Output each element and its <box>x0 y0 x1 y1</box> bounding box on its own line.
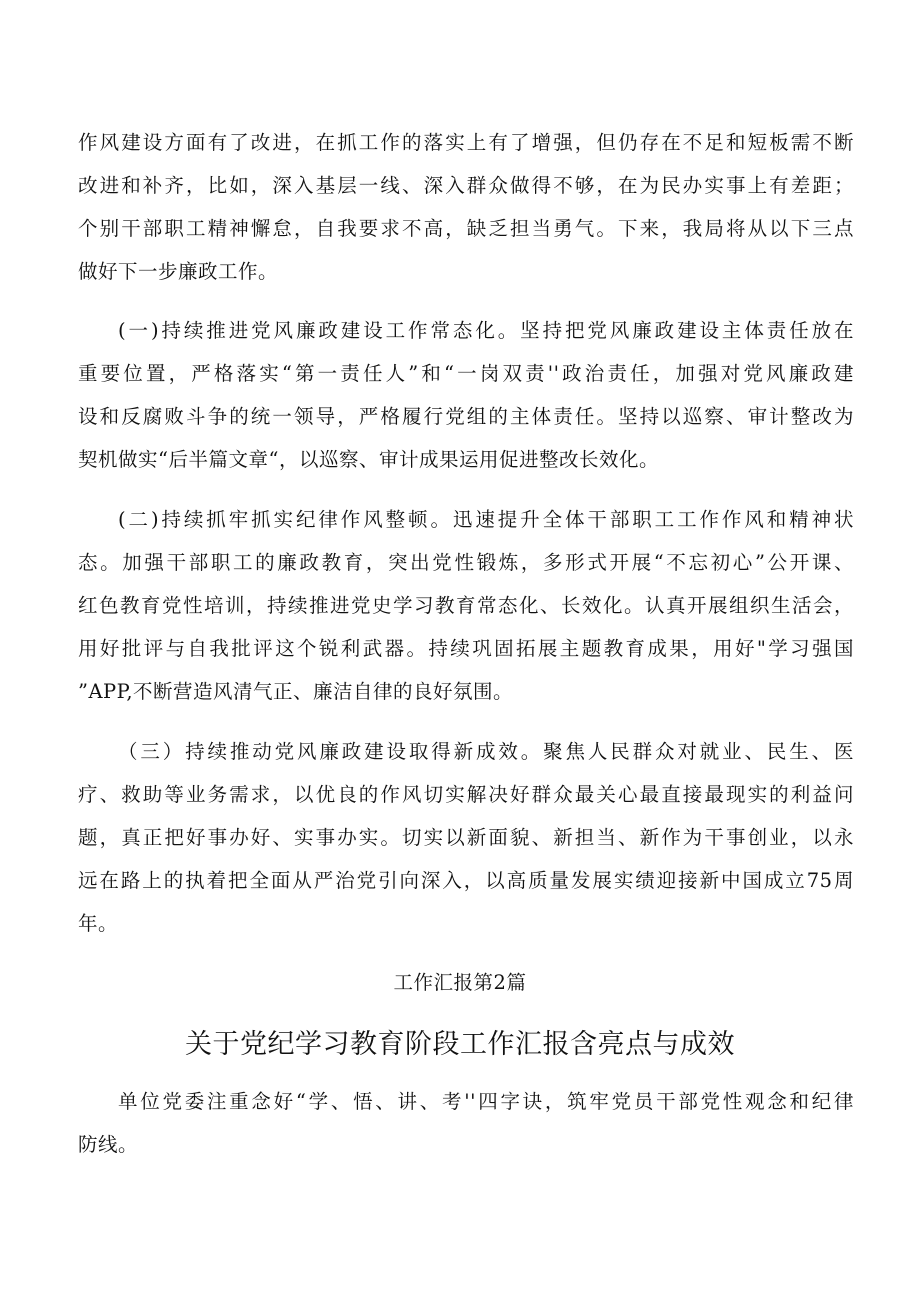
intro-line-3: 个别干部职工精神懈怠，自我要求不高，缺乏担当勇气。下来，我局将从以下三点 <box>78 217 854 240</box>
point-three-line-4: 远在路上的执着把全面从严治党引向深入，以高质量发展实绩迎接新中国成立75周 <box>78 869 854 892</box>
point-three-line-3: 题，真正把好事办好、实事办实。切实以新面貌、新担当、新作为干事创业，以永 <box>78 826 854 849</box>
intro-line-1: 作风建设方面有了改进，在抓工作的落实上有了增强，但仍存在不足和短板需不断 <box>78 131 854 154</box>
article-intro-line-1: 单位党委注重念好“学、悟、讲、考''四字诀，筑牢党员干部党性观念和纪律 <box>118 1090 854 1113</box>
point-two-line-4: 用好批评与自我批评这个锐利武器。持续巩固拓展主题教育成果，用好"学习强国 <box>78 637 854 660</box>
point-two-line-5: ”APP,不断营造风清气正、廉洁自律的良好氛围。 <box>78 680 514 703</box>
point-three-line-2: 疗、救助等业务需求，以优良的作风切实解决好群众最关心最直接最现实的利益问 <box>78 783 854 806</box>
point-two-line-2: 态。加强干部职工的廉政教育，突出党性锻炼，多形式开展“不忘初心”公开课、 <box>78 551 854 574</box>
point-two-line-1: (二)持续抓牢抓实纪律作风整顿。迅速提升全体干部职工工作作风和精神状 <box>118 508 854 531</box>
point-one-line-3: 设和反腐败斗争的统一领导，严格履行党组的主体责任。坚持以巡察、审计整改为 <box>78 405 854 428</box>
point-three-line-5: 年。 <box>78 912 119 935</box>
point-one-line-4: 契机做实“后半篇文章“，以巡察、审计成果运用促进整改长效化。 <box>78 448 659 471</box>
article-title: 关于党纪学习教育阶段工作汇报含亮点与成效 <box>185 1029 735 1060</box>
intro-line-4: 做好下一步廉政工作。 <box>78 260 279 283</box>
article-intro-line-2: 防线。 <box>78 1133 139 1156</box>
point-one-line-1: (一)持续推进党风廉政建设工作常态化。坚持把党风廉政建设主体责任放在 <box>118 319 854 342</box>
point-two-line-3: 红色教育党性培训，持续推进党史学习教育常态化、长效化。认真开展组织生活会， <box>78 594 854 617</box>
section-label: 工作汇报第2篇 <box>393 971 527 994</box>
intro-line-2: 改进和补齐，比如，深入基层一线、深入群众做得不够，在为民办实事上有差距； <box>78 174 854 197</box>
point-one-line-2: 重要位置，严格落实“第一责任人”和“一岗双责''政治责任，加强对党风廉政建 <box>78 362 854 385</box>
point-three-line-1: （三）持续推动党风廉政建设取得新成效。聚焦人民群众对就业、民生、医 <box>118 740 854 763</box>
